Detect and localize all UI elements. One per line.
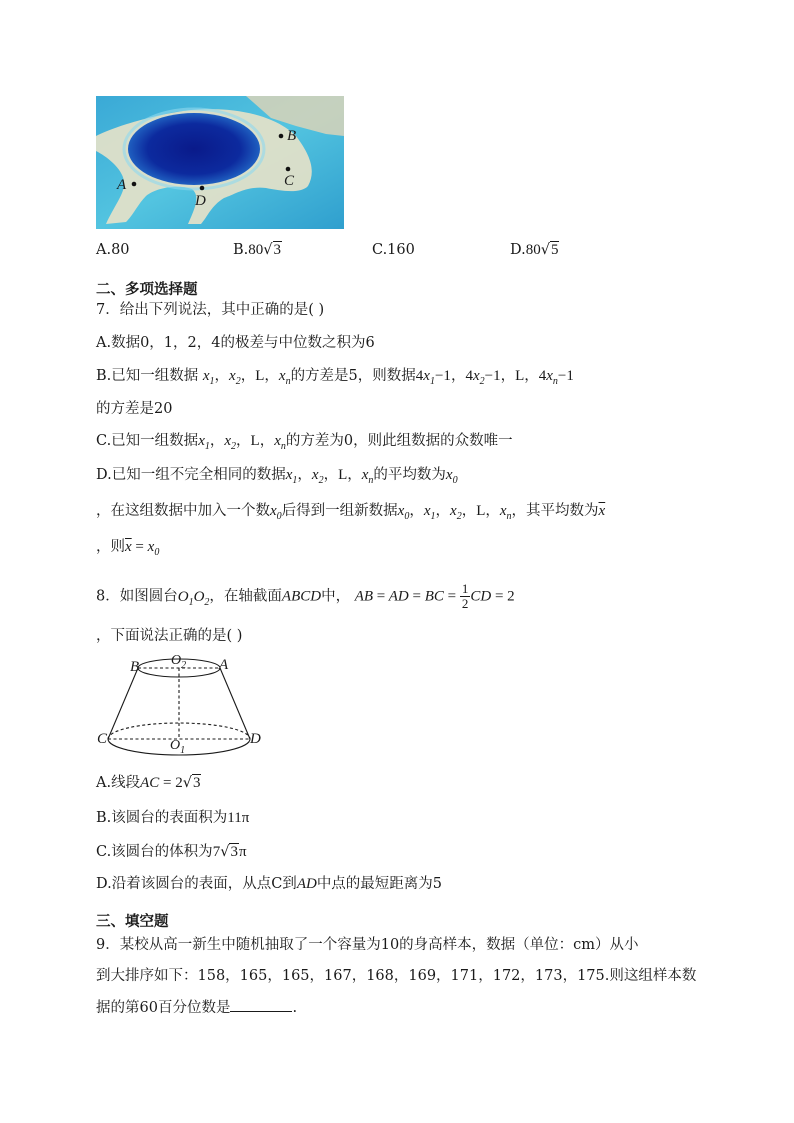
q7-d-mid: 的平均数为: [373, 467, 446, 483]
frustum-label-a: A: [219, 657, 229, 673]
q7-d-pre: D.已知一组不完全相同的数据: [96, 467, 286, 483]
q6-option-d: D.80√5: [510, 242, 559, 258]
q8-b-pre: B.该圆台的表面积为: [96, 810, 228, 826]
q9-line3-pre: 据的第60百分位数是: [96, 1000, 231, 1016]
q9-line1: 9．某校从高一新生中随机抽取了一个容量为10的身高样本，数据（单位：cm）从小: [96, 937, 639, 953]
q7-c-pre: C.已知一组数据: [96, 433, 199, 449]
q7-stem: 7．给出下列说法，其中正确的是( ): [96, 302, 325, 318]
q9-line3: [96, 997, 297, 1018]
photo-label-a: A: [117, 177, 127, 193]
q9-line2: 到大排序如下：158，165，165，167，168，169，171，172，173，175.则这组样本数: [96, 968, 697, 984]
q8-d-pre: D.沿着该圆台的表面，从点C到: [96, 876, 297, 892]
q7-d-ellipsis-2: L: [476, 503, 486, 519]
q6-option-b-radicand: 3: [273, 242, 282, 258]
q8-a-pre: A.线段: [96, 775, 141, 791]
q7-option-a: A.数据0，1，2，4的极差与中位数之积为6: [96, 335, 375, 351]
q7-b-ellipsis-1: L: [255, 368, 265, 384]
frustum-label-o1: $O_1$: [170, 738, 186, 756]
q7-d-line2-b: 后得到一组新数据: [281, 503, 398, 519]
section-2-title: 二、多项选择题: [96, 282, 198, 298]
q8-option-d: D.沿着该圆台的表面，从点C到AD中点的最短距离为5: [96, 876, 443, 892]
q8-c-val-b: π: [238, 844, 247, 860]
photo-label-d: D: [195, 193, 206, 209]
frustum-label-c: C: [97, 731, 108, 747]
blue-hole-image: [96, 96, 344, 229]
q6-option-d-radicand: 5: [550, 242, 559, 258]
q7-c-ellipsis: L: [250, 433, 260, 449]
q8-d-mid: 中点的最短距离为5: [316, 876, 443, 892]
q7-option-d-line2: ，在这组数据中加入一个数$x_0$后得到一组新数据$x_0$，$x_1$，$x_2$，L，$x_n$，其平均数为$\overline{x}$: [96, 503, 606, 522]
q9-line3-end: .: [292, 1000, 298, 1016]
q8-c-val-rad: 3: [230, 844, 238, 860]
q7-b-pre: B.已知一组数据: [96, 368, 199, 384]
q7-d-ellipsis: L: [338, 467, 348, 483]
q7-option-c: C.已知一组数据$x_1$，$x_2$，L，$x_n$的方差为0，则此组数据的众数唯一: [96, 433, 513, 452]
q8-c-pre: C.该圆台的体积为: [96, 844, 213, 860]
q6-option-d-prefix: D.: [510, 242, 526, 258]
q9-answer-blank[interactable]: [230, 997, 292, 1012]
frustum-label-o2: $O_2$: [171, 653, 187, 671]
q7-option-d: D.已知一组不完全相同的数据$x_1$，$x_2$，L，$x_n$的平均数为$x_0$: [96, 467, 458, 486]
q6-option-d-num: 80: [525, 242, 541, 258]
q8-stem-mid: ，在轴截面: [209, 588, 282, 605]
frustum-label-d: D: [250, 731, 261, 747]
q7-d-line2-c: ，其平均数为: [511, 503, 599, 519]
q7-d-line3: ，则: [96, 539, 125, 555]
q8-b-val: 11π: [227, 810, 250, 826]
photo-label-c: C: [284, 173, 295, 189]
q7-option-b: B.已知一组数据 $x_1$，$x_2$，L，$x_n$的方差是5，则数据$4x_1-1$，$4x_2-1$，L，$4x_n-1$: [96, 368, 574, 387]
photo-label-b: B: [287, 128, 297, 144]
q6-option-b: B.80√3: [233, 242, 282, 258]
q8-stem-pre: 8．如图圆台: [96, 588, 178, 605]
q6-option-b-num: 80: [248, 242, 264, 258]
q8-stem-line2: ，下面说法正确的是( ): [96, 628, 243, 644]
q8-option-c: C.该圆台的体积为7√3π: [96, 844, 247, 860]
q7-d-line2-a: ，在这组数据中加入一个数: [96, 503, 270, 519]
q8-option-a: A.线段AC = 2√3: [96, 775, 201, 791]
section-3-title: 三、填空题: [96, 914, 169, 930]
q7-b-ellipsis-2: L: [515, 368, 525, 384]
q6-option-b-prefix: B.: [233, 242, 249, 258]
q7-option-b-end: 的方差是20: [96, 401, 173, 417]
q6-option-a: A.80: [96, 242, 130, 258]
q7-b-mid: 的方差是5，则数据: [290, 368, 416, 384]
q8-stem-mid2: 中，: [321, 588, 351, 605]
frustum-label-b: B: [130, 659, 140, 675]
blue-hole-photo: [96, 96, 344, 229]
q8-c-val-a: 7: [212, 844, 221, 860]
q6-option-c: C.160: [372, 242, 415, 258]
q7-option-d-line3: ，则$\overline{x} = x_0$: [96, 539, 160, 558]
q7-c-mid: 的方差为0，则此组数据的众数唯一: [285, 433, 513, 449]
q8-stem: 8．如图圆台$O_1O_2$，在轴截面ABCD中， AB = AD = BC = $\frac{1}{2}$ CD = 2: [96, 581, 515, 611]
q8-option-b: [96, 808, 249, 828]
